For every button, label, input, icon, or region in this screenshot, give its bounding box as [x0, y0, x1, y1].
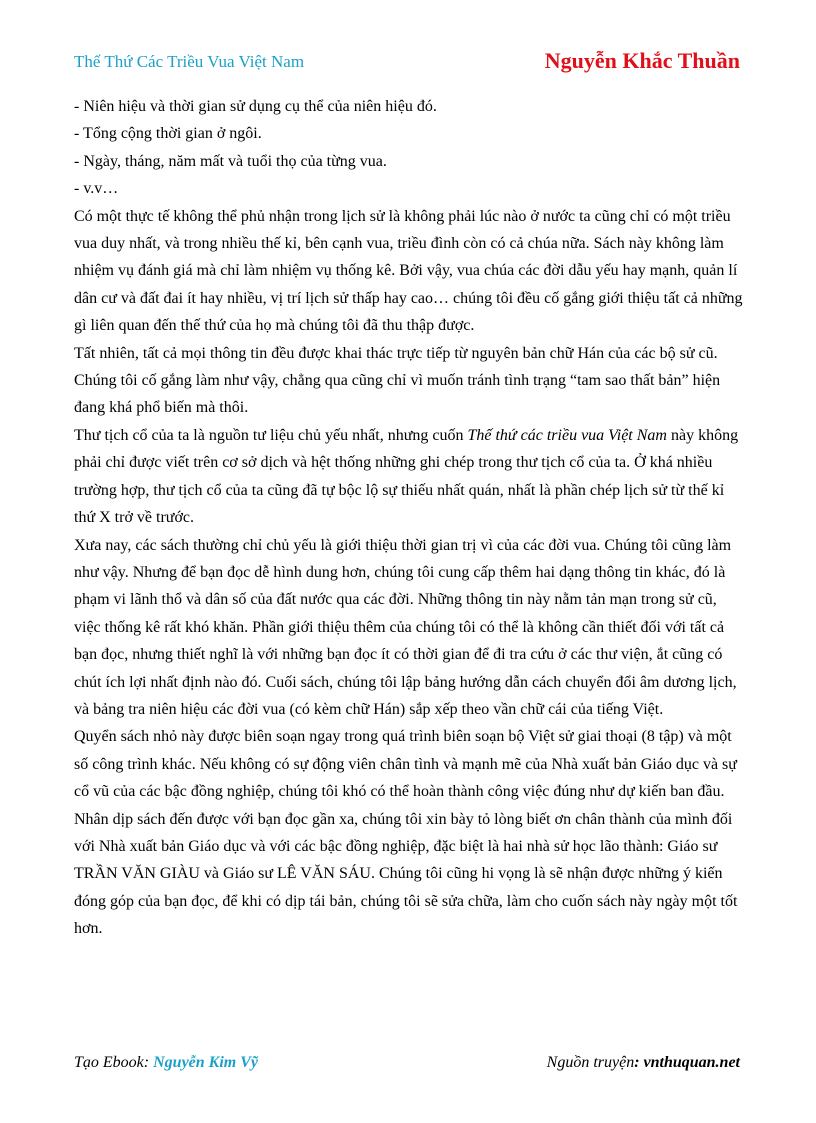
list-item: - Niên hiệu và thời gian sử dụng cụ thể của niên hiệu đó.: [74, 98, 437, 115]
source-credit: [547, 1054, 740, 1072]
page-content: [74, 93, 744, 943]
ebook-separator: :: [143, 1054, 154, 1071]
paragraph: Quyển sách nhỏ này được biên soạn ngay trong quá trình biên soạn bộ Việt sử giai thoại (8 tập) và một số công trình khác. Nếu không có sự động viên chân tình và mạnh mẽ của Nhà xuất bản Giáo dục và sự cổ vũ của các bậc đồng nghiệp, chúng tôi khó có thể hoàn thành công việc đúng như dự kiến ban đầu. Nhân dịp sách đến được với bạn đọc gần xa, chúng tôi xin bày tỏ lòng biết ơn chân thành của mình đối với Nhà xuất bản Giáo dục và với các bậc đồng nghiệp, đặc biệt là hai nhà sử học lão thành: Giáo sư TRẦN VĂN GIÀU và Giáo sư LÊ VĂN SÁU. Chúng tôi cũng hi vọng là sẽ nhận được những ý kiến đóng góp của bạn đọc, để khi có dịp tái bản, chúng tôi sẽ sửa chữa, làm cho cuốn sách này ngày một tốt hơn.: [74, 728, 738, 938]
page-header: [74, 48, 740, 76]
paragraph: Tất nhiên, tất cả mọi thông tin đều được khai thác trực tiếp từ nguyên bản chữ Hán của các bộ sử cũ. Chúng tôi cố gắng làm như vậy, chẳng qua cũng chỉ vì muốn tránh tình trạng “tam sao thất bản” hiện đang khá phổ biến mà thôi.: [74, 344, 721, 417]
paragraph-text: Thư tịch cổ của ta là nguồn tư liệu chủ yếu nhất, nhưng cuốn: [74, 426, 468, 444]
list-item: - Ngày, tháng, năm mất và tuổi thọ của từng vua.: [74, 152, 387, 170]
author-name: Nguyễn Khắc Thuần: [544, 48, 740, 73]
source-label: Nguồn truyện: [546, 1054, 635, 1071]
paragraph-text: này không phải chỉ được viết trên cơ sở dịch và hệt thống những ghi chép trong thư tịch cổ của ta. Ở khá nhiều trường hợp, thư tịch cổ của ta cũng đã tự bộc lộ sự thiếu nhất quán, nhất là phần chép lịch sử từ thế kỉ thứ X trở về trước.: [74, 426, 739, 527]
paragraph: Xưa nay, các sách thường chỉ chủ yếu là giới thiệu thời gian trị vì của các đời vua. Chúng tôi cũng làm như vậy. Nhưng để bạn đọc dễ hình dung hơn, chúng tôi cung cấp thêm hai dạng thông tin khác, đó là phạm vi lãnh thổ và dân số của đất nước qua các đời. Những thông tin này nằm tản mạn trong sử cũ, việc thống kê rất khó khăn. Phần giới thiệu thêm của chúng tôi có thể là không cần thiết đối với tất cả bạn đọc, nhưng thiết nghĩ là với những bạn đọc ít có thời gian để đi tra cứu ở các thư viện, ắt cũng có chút ích lợi nhất định nào đó. Cuối sách, chúng tôi lập bảng hướng dẫn cách chuyển đổi âm dương lịch, và bảng tra niên hiệu các đời vua (có kèm chữ Hán) sắp xếp theo vần chữ cái của tiếng Việt.: [74, 536, 737, 718]
list-item: - v.v…: [74, 180, 119, 198]
ebook-creator: Nguyễn Kim Vỹ: [153, 1054, 258, 1071]
ebook-credit: [74, 1054, 258, 1072]
list-item: - Tổng cộng thời gian ở ngôi.: [74, 125, 262, 143]
paragraph: [74, 422, 744, 532]
book-title: Thế Thứ Các Triều Vua Việt Nam: [74, 52, 305, 71]
source-site[interactable]: vnthuquan.net: [643, 1054, 740, 1071]
ebook-label: Tạo Ebook: [74, 1054, 144, 1071]
book-title-italic: Thế thứ các triều vua Việt Nam: [467, 426, 667, 444]
paragraph: Có một thực tế không thể phủ nhận trong lịch sử là không phải lúc nào ở nước ta cũng chỉ có một triều vua duy nhất, và trong nhiều thế kỉ, bên cạnh vua, triều đình còn có cả chúa nữa. Sách này không làm nhiệm vụ đánh giá mà chỉ làm nhiệm vụ thống kê. Bởi vậy, vua chúa các đời dẫu yếu hay mạnh, quản lí dân cư và đất đai ít hay nhiều, vị trí lịch sử thấp hay cao… chúng tôi đều cố gắng giới thiệu tất cả những gì liên quan đến thế thứ của họ mà chúng tôi đã thu thập được.: [74, 207, 743, 335]
source-separator: :: [634, 1054, 644, 1071]
